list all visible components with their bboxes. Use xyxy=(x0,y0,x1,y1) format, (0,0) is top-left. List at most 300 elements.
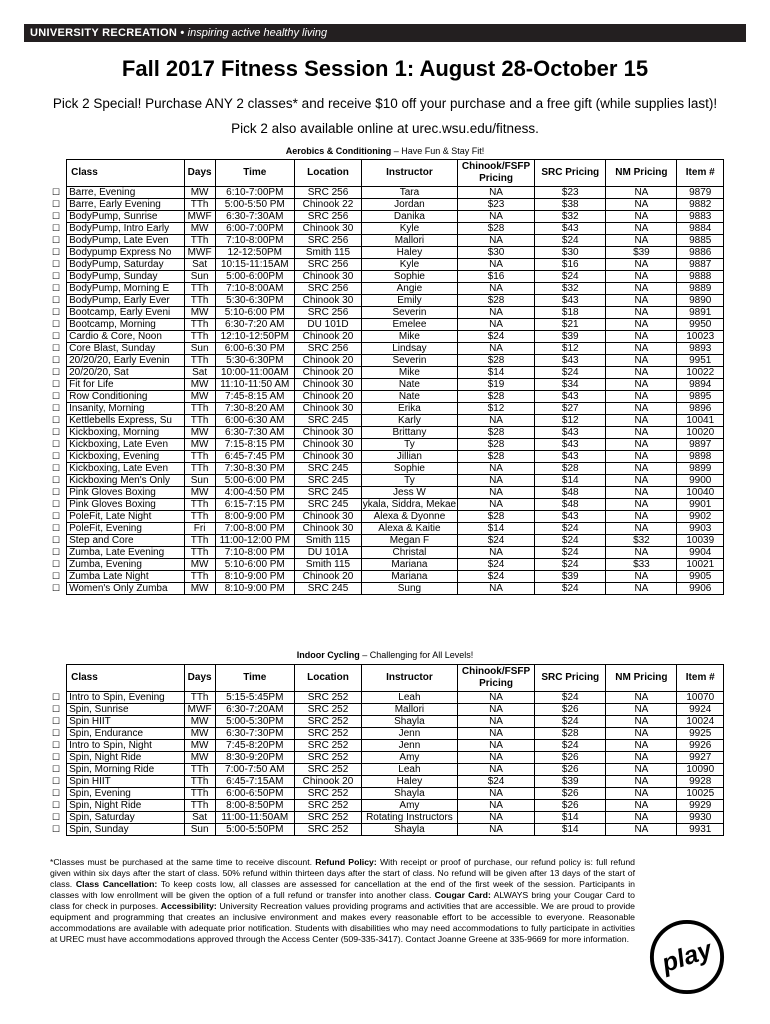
cell-src-pricing: $32 xyxy=(535,283,606,295)
cell-nm-pricing: NA xyxy=(606,788,677,800)
cell-instructor: Mariana xyxy=(361,571,457,583)
table-row xyxy=(46,547,724,559)
cell-days: Sun xyxy=(184,343,215,355)
cell-chinook-pricing: $12 xyxy=(457,403,534,415)
table-row xyxy=(46,367,724,379)
enroll-checkbox[interactable]: ☐ xyxy=(52,547,61,557)
cell-item-number: 9950 xyxy=(677,319,724,331)
enroll-checkbox[interactable]: ☐ xyxy=(52,271,61,281)
cycling-header-nm-pricing: NM Pricing xyxy=(606,665,677,692)
cell-chinook-pricing: $16 xyxy=(457,271,534,283)
cell-class: PoleFit, Evening xyxy=(67,523,185,535)
cell-time: 11:10-11:50 AM xyxy=(215,379,294,391)
cell-item-number: 10024 xyxy=(677,716,724,728)
enroll-checkbox[interactable]: ☐ xyxy=(52,764,61,774)
cell-class: Pink Gloves Boxing xyxy=(67,487,185,499)
cell-location: Chinook 20 xyxy=(294,331,361,343)
cell-instructor: Mike xyxy=(361,331,457,343)
aerobics-header-days: Days xyxy=(184,160,215,187)
cell-chinook-pricing: NA xyxy=(457,764,534,776)
cell-item-number: 9926 xyxy=(677,740,724,752)
refund-policy-text: With receipt or proof of purchase, our refund policy is: full refund given within six days after the start of class. 50% refund within thirteen days after the start of class. No refund will be given after 13 days of the start of class. xyxy=(50,857,635,889)
cell-time: 8:00-9:00 PM xyxy=(215,511,294,523)
table-row xyxy=(46,271,724,283)
enroll-checkbox[interactable]: ☐ xyxy=(52,716,61,726)
cell-item-number: 9894 xyxy=(677,379,724,391)
cell-class: Insanity, Morning xyxy=(67,403,185,415)
cell-src-pricing: $24 xyxy=(535,523,606,535)
cell-nm-pricing: NA xyxy=(606,187,677,199)
cell-location: Chinook 30 xyxy=(294,295,361,307)
cell-chinook-pricing: NA xyxy=(457,235,534,247)
cell-nm-pricing: NA xyxy=(606,211,677,223)
cell-src-pricing: $26 xyxy=(535,764,606,776)
cell-instructor: Leah xyxy=(361,764,457,776)
enroll-checkbox[interactable]: ☐ xyxy=(52,343,61,353)
enroll-checkbox[interactable]: ☐ xyxy=(52,571,61,581)
cycling-header-instructor: Instructor xyxy=(361,665,457,692)
cell-item-number: 9896 xyxy=(677,403,724,415)
table-row xyxy=(46,571,724,583)
class-cancellation-label: Class Cancellation: xyxy=(75,879,158,889)
cell-src-pricing: $30 xyxy=(535,247,606,259)
cell-location: Chinook 22 xyxy=(294,199,361,211)
aerobics-table xyxy=(46,159,724,595)
cell-days: MW xyxy=(184,379,215,391)
policy-text xyxy=(50,857,635,945)
cell-src-pricing: $21 xyxy=(535,319,606,331)
cell-chinook-pricing: $23 xyxy=(457,199,534,211)
cycling-header-time: Time xyxy=(215,665,294,692)
aerobics-header-class: Class xyxy=(67,160,185,187)
cell-chinook-pricing: $28 xyxy=(457,223,534,235)
cell-class: Intro to Spin, Night xyxy=(67,740,185,752)
cell-item-number: 9931 xyxy=(677,824,724,836)
cell-location: Chinook 30 xyxy=(294,451,361,463)
table-row xyxy=(46,559,724,571)
aerobics-header-instructor: Instructor xyxy=(361,160,457,187)
cell-instructor: Megan F xyxy=(361,535,457,547)
cell-time: 5:10-6:00 PM xyxy=(215,307,294,319)
cell-days: MWF xyxy=(184,704,215,716)
enroll-checkbox[interactable]: ☐ xyxy=(52,451,61,461)
cell-class: Spin, Sunday xyxy=(67,824,185,836)
cell-src-pricing: $23 xyxy=(535,187,606,199)
cell-location: Chinook 20 xyxy=(294,776,361,788)
cell-nm-pricing: NA xyxy=(606,235,677,247)
cell-time: 5:30-6:30PM xyxy=(215,355,294,367)
cell-location: Chinook 30 xyxy=(294,523,361,535)
cell-nm-pricing: NA xyxy=(606,740,677,752)
cell-src-pricing: $24 xyxy=(535,583,606,595)
cell-chinook-pricing: NA xyxy=(457,487,534,499)
cell-chinook-pricing: $14 xyxy=(457,367,534,379)
cell-chinook-pricing: NA xyxy=(457,716,534,728)
cell-class: Kickboxing Men's Only xyxy=(67,475,185,487)
cell-days: Sun xyxy=(184,475,215,487)
cell-item-number: 10020 xyxy=(677,427,724,439)
enroll-checkbox[interactable]: ☐ xyxy=(52,283,61,293)
cell-time: 5:10-6:00 PM xyxy=(215,559,294,571)
cell-time: 7:30-8:20 AM xyxy=(215,403,294,415)
cell-time: 7:00-8:00 PM xyxy=(215,523,294,535)
enroll-checkbox[interactable]: ☐ xyxy=(52,511,61,521)
enroll-checkbox[interactable]: ☐ xyxy=(52,752,61,762)
cell-location: SRC 256 xyxy=(294,259,361,271)
enroll-checkbox[interactable]: ☐ xyxy=(52,235,61,245)
cell-days: TTh xyxy=(184,463,215,475)
cell-item-number: 9887 xyxy=(677,259,724,271)
cell-item-number: 9884 xyxy=(677,223,724,235)
policy-discount: *Classes must be purchased at the same time to receive discount. xyxy=(50,857,316,867)
cell-item-number: 10041 xyxy=(677,415,724,427)
cell-nm-pricing: NA xyxy=(606,812,677,824)
cell-src-pricing: $39 xyxy=(535,571,606,583)
cell-nm-pricing: NA xyxy=(606,391,677,403)
aerobics-header-chinook-pricing: Chinook/FSFP Pricing xyxy=(457,160,534,187)
cell-location: Smith 115 xyxy=(294,247,361,259)
cell-time: 7:00-7:50 AM xyxy=(215,764,294,776)
cell-time: 6:00-7:00PM xyxy=(215,223,294,235)
cell-time: 11:00-11:50AM xyxy=(215,812,294,824)
cell-time: 5:00-5:30PM xyxy=(215,716,294,728)
enroll-checkbox[interactable]: ☐ xyxy=(52,692,61,702)
cell-days: TTh xyxy=(184,295,215,307)
table-row xyxy=(46,331,724,343)
cell-nm-pricing: NA xyxy=(606,463,677,475)
cell-nm-pricing: NA xyxy=(606,295,677,307)
table-row xyxy=(46,776,724,788)
cell-class: Core Blast, Sunday xyxy=(67,343,185,355)
cell-src-pricing: $24 xyxy=(535,716,606,728)
cell-class: Bootcamp, Morning xyxy=(67,319,185,331)
cell-nm-pricing: NA xyxy=(606,427,677,439)
cell-chinook-pricing: NA xyxy=(457,704,534,716)
cell-chinook-pricing: NA xyxy=(457,788,534,800)
cell-src-pricing: $24 xyxy=(535,271,606,283)
cell-nm-pricing: NA xyxy=(606,752,677,764)
cell-chinook-pricing: NA xyxy=(457,752,534,764)
cell-days: Sat xyxy=(184,367,215,379)
cell-item-number: 10039 xyxy=(677,535,724,547)
cell-instructor: Shayla xyxy=(361,716,457,728)
cell-nm-pricing: NA xyxy=(606,499,677,511)
cell-instructor: Mallori xyxy=(361,704,457,716)
cell-class: BodyPump, Sunday xyxy=(67,271,185,283)
cell-instructor: Amy xyxy=(361,752,457,764)
table-row xyxy=(46,391,724,403)
table-row xyxy=(46,692,724,704)
enroll-checkbox[interactable]: ☐ xyxy=(52,223,61,233)
table-row xyxy=(46,259,724,271)
enroll-checkbox[interactable]: ☐ xyxy=(52,776,61,786)
cell-time: 8:10-9:00 PM xyxy=(215,571,294,583)
cell-days: Sun xyxy=(184,824,215,836)
cell-item-number: 9895 xyxy=(677,391,724,403)
cell-item-number: 9902 xyxy=(677,511,724,523)
cycling-header-src-pricing: SRC Pricing xyxy=(535,665,606,692)
cell-days: TTh xyxy=(184,235,215,247)
cell-chinook-pricing: $28 xyxy=(457,391,534,403)
enroll-checkbox[interactable]: ☐ xyxy=(52,187,61,197)
table-row xyxy=(46,379,724,391)
aerobics-header-spacer xyxy=(46,160,67,187)
cell-location: Chinook 20 xyxy=(294,571,361,583)
cell-instructor: Karly xyxy=(361,415,457,427)
table-row xyxy=(46,355,724,367)
cell-nm-pricing: NA xyxy=(606,415,677,427)
cell-location: Chinook 30 xyxy=(294,427,361,439)
cell-location: DU 101D xyxy=(294,319,361,331)
enroll-checkbox[interactable]: ☐ xyxy=(52,487,61,497)
cell-class: Kickboxing, Late Even xyxy=(67,463,185,475)
cell-chinook-pricing: $24 xyxy=(457,776,534,788)
enroll-checkbox[interactable]: ☐ xyxy=(52,259,61,269)
cell-chinook-pricing: NA xyxy=(457,812,534,824)
cell-src-pricing: $16 xyxy=(535,259,606,271)
table-row xyxy=(46,211,724,223)
cell-nm-pricing: NA xyxy=(606,692,677,704)
cell-instructor: Nate xyxy=(361,379,457,391)
cell-instructor: Haley xyxy=(361,776,457,788)
cell-item-number: 9905 xyxy=(677,571,724,583)
cell-item-number: 10022 xyxy=(677,367,724,379)
enroll-checkbox[interactable]: ☐ xyxy=(52,800,61,810)
cell-nm-pricing: NA xyxy=(606,716,677,728)
cycling-header-chinook-pricing: Chinook/FSFP Pricing xyxy=(457,665,534,692)
cell-location: SRC 245 xyxy=(294,583,361,595)
cell-src-pricing: $34 xyxy=(535,379,606,391)
enroll-checkbox[interactable]: ☐ xyxy=(52,523,61,533)
cell-instructor: Jess W xyxy=(361,487,457,499)
cell-instructor: Tara xyxy=(361,187,457,199)
cell-class: Spin, Night Ride xyxy=(67,752,185,764)
cell-item-number: 9951 xyxy=(677,355,724,367)
cell-time: 7:15-8:15 PM xyxy=(215,439,294,451)
cell-class: Intro to Spin, Evening xyxy=(67,692,185,704)
cell-days: TTh xyxy=(184,331,215,343)
cell-time: 6:45-7:45 PM xyxy=(215,451,294,463)
table-row xyxy=(46,499,724,511)
cell-item-number: 9889 xyxy=(677,283,724,295)
enroll-checkbox[interactable]: ☐ xyxy=(52,788,61,798)
cell-location: Chinook 30 xyxy=(294,271,361,283)
cell-chinook-pricing: $14 xyxy=(457,523,534,535)
cell-src-pricing: $12 xyxy=(535,343,606,355)
cell-src-pricing: $28 xyxy=(535,463,606,475)
cell-nm-pricing: NA xyxy=(606,451,677,463)
cell-nm-pricing: NA xyxy=(606,728,677,740)
cell-chinook-pricing: $24 xyxy=(457,535,534,547)
cell-item-number: 9882 xyxy=(677,199,724,211)
table-row xyxy=(46,812,724,824)
cell-nm-pricing: NA xyxy=(606,439,677,451)
cell-time: 7:10-8:00 PM xyxy=(215,547,294,559)
cell-chinook-pricing: $28 xyxy=(457,295,534,307)
cell-location: SRC 252 xyxy=(294,692,361,704)
cell-class: Zumba, Late Evening xyxy=(67,547,185,559)
refund-policy-label: Refund Policy: xyxy=(315,857,377,867)
cell-src-pricing: $39 xyxy=(535,331,606,343)
enroll-checkbox[interactable]: ☐ xyxy=(52,247,61,257)
cell-chinook-pricing: $24 xyxy=(457,559,534,571)
enroll-checkbox[interactable]: ☐ xyxy=(52,391,61,401)
cell-chinook-pricing: NA xyxy=(457,692,534,704)
cell-src-pricing: $26 xyxy=(535,800,606,812)
cell-class: 20/20/20, Early Evenin xyxy=(67,355,185,367)
cell-days: TTh xyxy=(184,692,215,704)
cell-src-pricing: $24 xyxy=(535,367,606,379)
cell-nm-pricing: NA xyxy=(606,367,677,379)
cell-chinook-pricing: $24 xyxy=(457,331,534,343)
cell-nm-pricing: NA xyxy=(606,271,677,283)
play-logo xyxy=(648,918,726,996)
cell-item-number: 9903 xyxy=(677,523,724,535)
cell-src-pricing: $48 xyxy=(535,487,606,499)
cell-src-pricing: $24 xyxy=(535,547,606,559)
cell-location: SRC 252 xyxy=(294,788,361,800)
enroll-checkbox[interactable]: ☐ xyxy=(52,499,61,509)
aerobics-header-time: Time xyxy=(215,160,294,187)
cell-days: TTh xyxy=(184,571,215,583)
table-row xyxy=(46,535,724,547)
cell-instructor: Sophie xyxy=(361,271,457,283)
cell-item-number: 10023 xyxy=(677,331,724,343)
enroll-checkbox[interactable]: ☐ xyxy=(52,295,61,305)
cell-time: 5:00-6:00 PM xyxy=(215,475,294,487)
enroll-checkbox[interactable]: ☐ xyxy=(52,379,61,389)
cell-nm-pricing: NA xyxy=(606,776,677,788)
cell-days: MW xyxy=(184,439,215,451)
enroll-checkbox[interactable]: ☐ xyxy=(52,583,61,593)
table-row xyxy=(46,451,724,463)
table-row xyxy=(46,788,724,800)
table-row xyxy=(46,283,724,295)
cell-class: BodyPump, Late Even xyxy=(67,235,185,247)
cell-nm-pricing: NA xyxy=(606,403,677,415)
page-title: Fall 2017 Fitness Session 1: August 28-October 15 xyxy=(121,56,649,81)
table-row xyxy=(46,523,724,535)
cell-item-number: 9899 xyxy=(677,463,724,475)
cell-nm-pricing: NA xyxy=(606,583,677,595)
cell-src-pricing: $43 xyxy=(535,427,606,439)
enroll-checkbox[interactable]: ☐ xyxy=(52,415,61,425)
enroll-checkbox[interactable]: ☐ xyxy=(52,704,61,714)
cell-chinook-pricing: $28 xyxy=(457,451,534,463)
cell-chinook-pricing: NA xyxy=(457,415,534,427)
cell-nm-pricing: NA xyxy=(606,824,677,836)
cell-item-number: 9883 xyxy=(677,211,724,223)
cell-instructor: Leah xyxy=(361,692,457,704)
cell-class: Spin, Endurance xyxy=(67,728,185,740)
enroll-checkbox[interactable]: ☐ xyxy=(52,728,61,738)
table-row xyxy=(46,295,724,307)
cell-days: Sat xyxy=(184,812,215,824)
cell-class: Pink Gloves Boxing xyxy=(67,499,185,511)
cougar-card-label: Cougar Card: xyxy=(434,890,491,900)
cell-src-pricing: $12 xyxy=(535,415,606,427)
banner-brand: UNIVERSITY RECREATION • xyxy=(30,27,185,39)
cell-instructor: Rotating Instructors xyxy=(361,812,457,824)
enroll-checkbox[interactable]: ☐ xyxy=(52,535,61,545)
cell-class: Step and Core xyxy=(67,535,185,547)
cell-time: 10:15-11:15AM xyxy=(215,259,294,271)
table-row xyxy=(46,475,724,487)
cell-src-pricing: $18 xyxy=(535,307,606,319)
cell-instructor: Jenn xyxy=(361,728,457,740)
enroll-checkbox[interactable]: ☐ xyxy=(52,199,61,209)
cell-time: 5:30-6:30PM xyxy=(215,295,294,307)
enroll-checkbox[interactable]: ☐ xyxy=(52,559,61,569)
table-row xyxy=(46,764,724,776)
cell-instructor: Christal xyxy=(361,547,457,559)
enroll-checkbox[interactable]: ☐ xyxy=(52,367,61,377)
cell-nm-pricing: $32 xyxy=(606,535,677,547)
cell-time: 10:00-11:00AM xyxy=(215,367,294,379)
cell-time: 6:30-7:30AM xyxy=(215,211,294,223)
promo-line-1: Pick 2 Special! Purchase ANY 2 classes* and receive $10 off your purchase and a free gift (while supplies last)! xyxy=(52,96,718,111)
enroll-checkbox[interactable]: ☐ xyxy=(52,740,61,750)
cell-src-pricing: $43 xyxy=(535,451,606,463)
enroll-checkbox[interactable]: ☐ xyxy=(52,439,61,449)
cell-class: 20/20/20, Sat xyxy=(67,367,185,379)
cell-item-number: 10021 xyxy=(677,559,724,571)
enroll-checkbox[interactable]: ☐ xyxy=(52,403,61,413)
cell-item-number: 10040 xyxy=(677,487,724,499)
enroll-checkbox[interactable]: ☐ xyxy=(52,319,61,329)
cell-instructor: Ty xyxy=(361,475,457,487)
cell-chinook-pricing: NA xyxy=(457,187,534,199)
cell-chinook-pricing: NA xyxy=(457,583,534,595)
cell-src-pricing: $24 xyxy=(535,235,606,247)
cell-item-number: 9898 xyxy=(677,451,724,463)
enroll-checkbox[interactable]: ☐ xyxy=(52,427,61,437)
enroll-checkbox[interactable]: ☐ xyxy=(52,812,61,822)
cell-item-number: 9925 xyxy=(677,728,724,740)
cell-chinook-pricing: NA xyxy=(457,283,534,295)
enroll-checkbox[interactable]: ☐ xyxy=(52,307,61,317)
cell-instructor: Emelee xyxy=(361,319,457,331)
cell-location: SRC 245 xyxy=(294,499,361,511)
cell-time: 6:30-7:20AM xyxy=(215,704,294,716)
play-logo-text: play xyxy=(658,935,716,978)
cell-chinook-pricing: NA xyxy=(457,824,534,836)
table-row xyxy=(46,704,724,716)
table-row xyxy=(46,343,724,355)
cell-class: Zumba Late Night xyxy=(67,571,185,583)
enroll-checkbox[interactable]: ☐ xyxy=(52,463,61,473)
enroll-checkbox[interactable]: ☐ xyxy=(52,824,61,834)
cell-class: Barre, Early Evening xyxy=(67,199,185,211)
cell-location: SRC 256 xyxy=(294,211,361,223)
enroll-checkbox[interactable]: ☐ xyxy=(52,355,61,365)
cell-chinook-pricing: NA xyxy=(457,475,534,487)
enroll-checkbox[interactable]: ☐ xyxy=(52,211,61,221)
cell-location: Chinook 30 xyxy=(294,379,361,391)
cell-chinook-pricing: NA xyxy=(457,259,534,271)
cell-nm-pricing: NA xyxy=(606,259,677,271)
cell-instructor: Shayla xyxy=(361,788,457,800)
cell-instructor: Kyle xyxy=(361,259,457,271)
cell-days: TTh xyxy=(184,403,215,415)
enroll-checkbox[interactable]: ☐ xyxy=(52,331,61,341)
cycling-table xyxy=(46,664,724,836)
cell-location: SRC 245 xyxy=(294,415,361,427)
cell-time: 4:00-4:50 PM xyxy=(215,487,294,499)
cell-days: MW xyxy=(184,427,215,439)
enroll-checkbox[interactable]: ☐ xyxy=(52,475,61,485)
aerobics-subtitle: – Have Fun & Stay Fit! xyxy=(393,146,485,156)
